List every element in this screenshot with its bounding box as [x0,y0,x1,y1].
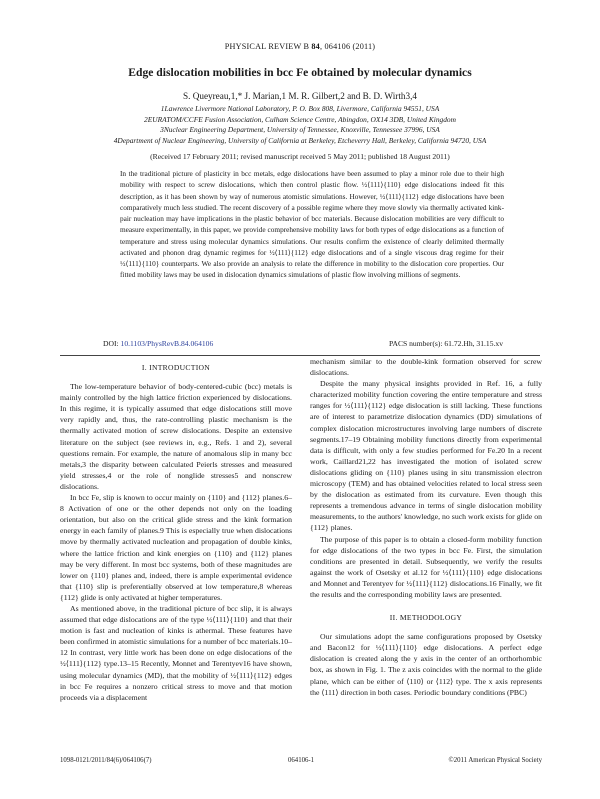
page-footer [60,757,542,764]
affiliation-3: 3Nuclear Engineering Department, University of Tennessee, Knoxville, Tennessee 37996, USA [160,125,440,135]
section-heading-methodology: II. METHODOLOGY [389,613,463,623]
journal-header [0,42,600,51]
paragraph: mechanism similar to the double-kink formation observed for screw dislocations. [310,357,542,378]
footer-copyright: ©2011 American Physical Society [448,757,542,764]
footer-issn: 1098-0121/2011/84(6)/064106(7) [60,757,152,764]
paragraph: In bcc Fe, slip is known to occur mainly on {110} and {112} planes.6–8 Activation of one or the other depends not only on the loading orientation, but also on the critical glide stress and the kink formation energy in each family of planes.9 This is especially true when dislocations move by thermally activated nucleation and propagation of double kinks, where the lattice friction and kink energies on {110} and {112} planes may be very different. In most bcc systems, both of these magnitudes are lower on {110} planes and, indeed, there is ample experimental evidence that {110} slip is preferentially observed at low temperature,8 whereas {112} glide is only activated at higher temperatures. [60,493,292,602]
journal-article: , 064106 (2011) [319,42,376,51]
pacs-numbers: PACS number(s): 61.72.Hh, 31.15.xv [388,339,503,348]
right-column [310,356,542,698]
affiliation-2: 2EURATOM/CCFE Fusion Association, Culham Science Centre, Abingdon, OX14 3DB, United Kingdom [144,114,456,124]
paragraph: Despite the many physical insights provided in Ref. 16, a fully characterized mobility function covering the entire temperature and stress ranges for ½⟨111⟩{112} edge dislocation is still lacking. These functions are of interest to parametrize dislocation dynamics (DD) simulations of complex dislocation microstructures involving large numbers of discrete segments.17–19 Obtaining mobility functions directly from experimental data is difficult, with only a few studies performed for Fe.20 In a recent work, Caillard21,22 has investigated the motion of isolated screw dislocations gliding on {110} planes using in situ transmission electron microscopy (TEM) and has obtained velocities related to local stress seen by the dislocation as estimated from its curvature. Even though this represents a tremendous advance in terms of single dislocation mobility measurements, to the authors' knowledge, no such work exists for glide on {112} planes. [310,379,542,533]
affiliation-1: 1Lawrence Livermore National Laboratory, P. O. Box 808, Livermore, California 94551, USA [160,104,440,113]
journal-name: PHYSICAL REVIEW B [224,42,310,51]
section-heading-introduction: I. INTRODUCTION [141,363,211,372]
paragraph: The purpose of this paper is to obtain a closed-form mobility function for edge dislocations of the two types in bcc Fe. First, the simulation conditions are presented in detail. Subsequently, we verify the results against the work of Osetsky et al.12 for ½⟨111⟩{110} edge dislocations and Monnet and Terentyev for ½⟨111⟩{112} dislocations.16 Finally, we fit the results and the corresponding mobility laws are presented. [310,534,542,599]
doi-link[interactable]: 10.1103/PhysRevB.84.064106 [120,339,214,348]
footer-page-number: 064106-1 [288,757,315,764]
author-list: S. Queyreau,1,* J. Marian,1 M. R. Gilbert,2 and B. D. Wirth3,4 [183,91,417,101]
abstract: In the traditional picture of plasticity in bcc metals, edge dislocations have been assumed to play a minor role due to their high mobility with respect to screw dislocations, which then control plastic flow. ½⟨111⟩{110} edge dislocations indeed fit this description, as it has been shown by way of numerous atomistic simulations. However, ½⟨111⟩{112} edge dislocations have been comparatively much less studied. The recent discovery of a possible regime where they move slowly via thermally activated kink-pair nucleation may have implications in the plastic behavior of bcc materials. Because dislocation mobilities are very difficult to measure experimentally, in this paper, we provide comprehensive mobility laws for both types of edge dislocations as a function of temperature and stress using molecular dynamics simulations. Our results confirm the existence of clearly delimited thermally activated and phonon drag dynamic regimes for ½⟨111⟩{112} edge dislocations and of a single viscous drag regime for their ½⟨111⟩{110} counterparts. We also provide an analysis to relate the difference in mobility to the dislocation core properties. Our fitted mobility laws may be used in dislocation dynamics simulations of plastic flow involving millions of segments. [120,169,504,280]
doi-label: DOI: [103,339,119,348]
paper-title: Edge dislocation mobilities in bcc Fe obtained by molecular dynamics [128,66,472,79]
paragraph: The low-temperature behavior of body-centered-cubic (bcc) metals is mainly controlled by the high lattice friction experienced by dislocations. In this regime, it is typically assumed that edge dislocations still move very rapidly and, thus, the rate-controlling plastic mechanism is the thermally activated motion of screw dislocations. Despite an extensive literature on the subject (see reviews in, e.g., Refs. 1 and 2), several questions remain. For example, the nature of anomalous slip in many bcc metals,3 the disparity between calculated Peierls stresses and measured yield stresses,4 or the role of nonglide stresses5 and nonscrew dislocations. [60,382,292,491]
left-column [60,342,292,703]
journal-volume: 84 [311,42,320,51]
paragraph: Our simulations adopt the same configurations proposed by Osetsky and Bacon12 for ½⟨111⟩{110} edge dislocations. A perfect edge dislocation is created along the y axis in the center of an orthorhombic box, as shown in Fig. 1. The z axis coincides with the normal to the glide plane, which can be either of ⟨110⟩ or ⟨112⟩ type. The x axis represents the ⟨111⟩ direction in both cases. Periodic boundary conditions (PBC) [310,632,542,697]
received-dates: (Received 17 February 2011; revised manuscript received 5 May 2011; published 18 August 2011) [150,152,450,161]
affiliation-4: 4Department of Nuclear Engineering, University of California at Berkeley, Etcheverry Hall, Berkeley, California 94720, USA [113,135,487,145]
paragraph: As mentioned above, in the traditional picture of bcc slip, it is always assumed that edge dislocations are of the type ½⟨111⟩{110} and that their motion is fast and nucleation of kinks is athermal. These features have been confirmed in atomistic simulations for a number of bcc materials.10–12 In contrast, very little work has been done on edge dislocations of the ½⟨111⟩{112} type.13–15 Recently, Monnet and Terentyev16 have shown, using molecular dynamics (MD), that the mobility of ½⟨111⟩{112} edges in bcc Fe requires a nonzero critical stress to move and that motion proceeds via a displacement [60,603,292,702]
affiliations [30,104,570,146]
